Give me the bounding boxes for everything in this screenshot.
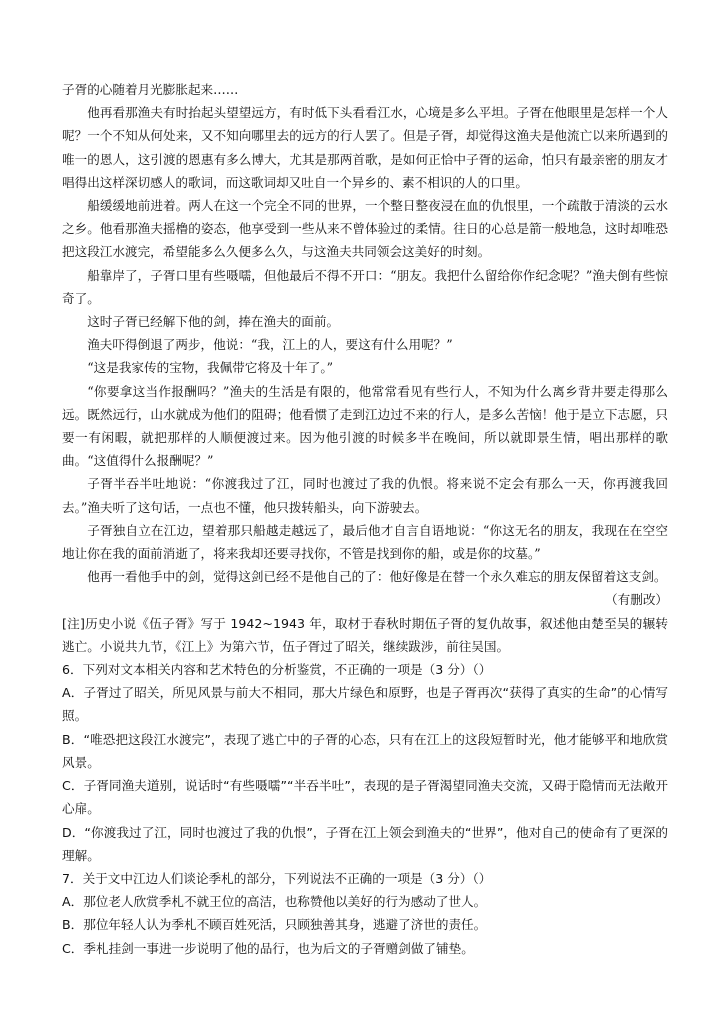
option-a: A．那位老人欣赏季札不就王位的高洁，也称赞他以美好的行为感动了世人。 <box>62 894 487 910</box>
question-7 <box>62 867 668 960</box>
passage-paragraph-5: 这时子胥已经解下他的剑，捧在渔夫的面前。 <box>87 314 340 330</box>
passage-paragraph-3: 船缓缓地前进着。两人在这一个完全不同的世界，一个整日整夜浸在血的仇恨里，一个疏散于清淡的云水之乡。他看那渔夫摇橹的姿态，他享受到一些从来不曾体验过的柔情。往日的心总是箭一般地急，这时却唯恐把这段江水渡完，希望能多么久便多么久，与这渔夫共同领会这美好的时刻。 <box>62 198 668 260</box>
passage-paragraph-10: 子胥独自立在江边，望着那只船越走越远了，最后他才自言自语地说：“你这无名的朋友，我现在在空空地让你在我的面前消逝了，将来我却还要寻找你，不管是找到你的船，或是你的坟墓。” <box>62 522 668 562</box>
passage-paragraph-6: 渔夫吓得倒退了两步，他说：“我，江上的人，要这有什么用呢？” <box>87 337 453 353</box>
question-stem: 6．下列对文本相关内容和艺术特色的分析鉴赏，不正确的一项是（3 分）（） <box>62 662 492 678</box>
page-content <box>62 78 668 960</box>
option-c: C．子胥同渔夫道别，说话时“有些嗫嚅”“半吞半吐”，表现的是子胥渴望同渔夫交流，又碍于隐情而无法敞开心扉。 <box>62 778 668 817</box>
passage-paragraph-7: “这是我家传的宝物，我佩带它将及十年了。” <box>87 360 334 376</box>
passage-paragraph-4: 船靠岸了，子胥口里有些嗫嚅，但他最后不得不开口：“朋友。我把什么留给你作纪念呢？”渔夫倒有些惊奇了。 <box>62 267 668 306</box>
option-c: C．季札挂剑一事进一步说明了他的品行，也为后文的子胥赠剑做了铺垫。 <box>62 940 474 956</box>
question-6 <box>62 658 668 867</box>
question-stem: 7．关于文中江边人们谈论季札的部分，下列说法不正确的一项是（3 分）（） <box>62 870 492 886</box>
passage-paragraph-11: 他再一看他手中的剑，觉得这剑已经不是他自己的了：他好像是在替一个永久难忘的朋友保留着这支剑。 <box>87 569 667 585</box>
passage-paragraph-8: “你要拿这当作报酬吗？”渔夫的生活是有限的，他常常看见有些行人，不知为什么离乡背井要走得那么远。既然远行，山水就成为他们的阻碍；他看惯了走到江边过不来的行人，是多么苦恼！他于是立下志愿，只要一有闲暇，就把那样的人顺便渡过来。因为他引渡的时候多半在晚间，所以就即景生情，唱出那样的歌曲。“这值得什么报酬呢？” <box>62 383 668 469</box>
passage-paragraph-9: 子胥半吞半吐地说：“你渡我过了江，同时也渡过了我的仇恨。将来说不定会有那么一天，你再渡我回去。”渔夫听了这句话，一点也不懂，他只拨转船头，向下游驶去。 <box>62 476 668 515</box>
passage-source: （有删改） <box>605 592 668 608</box>
passage-paragraph-2: 他再看那渔夫有时抬起头望望远方，有时低下头看看江水，心境是多么平坦。子胥在他眼里是怎样一个人呢？一个不知从何处来，又不知向哪里去的远方的行人罢了。但是子胥，却觉得这渔夫是他流亡以来所遇到的唯一的恩人，这引渡的恩惠有多么博大，尤其是那两首歌，是如何正恰中子胥的运命，怕只有最亲密的朋友才唱得出这样深切感人的歌词，而这歌词却又吐自一个异乡的、素不相识的人的口里。 <box>62 105 668 190</box>
option-b: B．那位年轻人认为季札不顾百姓死活，只顾独善其身，逃避了济世的责任。 <box>62 917 487 933</box>
option-a: A．子胥过了昭关，所见风景与前大不相同，那大片绿色和原野，也是子胥再次“获得了真实的生命”的心情写照。 <box>62 685 668 724</box>
footnote: [注]历史小说《伍子胥》写于 1942~1943 年，取材于春秋时期伍子胥的复仇故事，叙述他由楚至吴的辗转逃亡。小说共九节，《江上》为第六节，伍子胥过了昭关，继续跋涉，前往吴国。 <box>62 615 668 654</box>
option-d: D．“你渡我过了江，同时也渡过了我的仇恨”，子胥在江上领会到渔夫的“世界”，他对自己的使命有了更深的理解。 <box>62 824 668 863</box>
passage <box>62 78 668 612</box>
option-b: B．“唯恐把这段江水渡完”，表现了逃亡中的子胥的心态，只有在江上的这段短暂时光，他才能够平和地欣赏风景。 <box>62 731 668 770</box>
passage-paragraph-1: 子胥的心随着月光膨胀起来…… <box>62 82 239 97</box>
